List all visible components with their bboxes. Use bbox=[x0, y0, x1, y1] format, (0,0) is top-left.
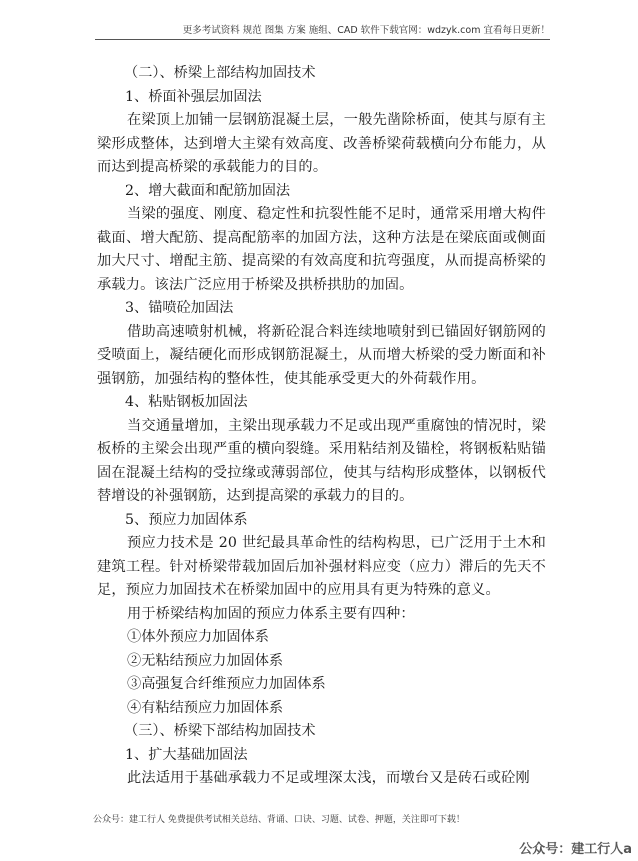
subsection-2-1-body: 在梁顶上加铺一层钢筋混凝土层，一般先凿除桥面，使其与原有主梁形成整体，达到增大主梁有效高度、改善桥梁荷载横向分布能力，从而达到提高桥梁的承载能力的目的。 bbox=[97, 112, 546, 175]
header-rule bbox=[95, 39, 550, 40]
subsection-2-3-body: 借助高速喷射机械，将新砼混合料连续地喷射到已锚固好钢筋网的受喷面上，凝结硬化而形成钢筋混凝土，从而增大桥梁的受力断面和补强钢筋，加强结构的整体性，使其能承受更大的外荷载作用。 bbox=[97, 323, 546, 387]
document-body bbox=[97, 62, 546, 791]
subsection-2-1-title: 1、桥面补强层加固法 bbox=[125, 88, 262, 105]
subsection-3-1-title: 1、扩大基础加固法 bbox=[125, 746, 248, 763]
subsection-2-3-title: 3、锚喷砼加固法 bbox=[125, 300, 234, 316]
subsection-3-1-body: 此法适用于基础承载力不足或埋深太浅，而墩台又是砖石或砼刚 bbox=[127, 770, 530, 786]
section-3-title: （三）、桥梁下部结构加固技术 bbox=[124, 723, 316, 739]
watermark-text: 公众号：建工行人a bbox=[519, 842, 632, 857]
page-header-note: 更多考试资料 规范 图集 方案 施组、CAD 软件下载官网：wdzyk.com 宜看每日更新！ bbox=[182, 25, 550, 36]
subsection-2-2-body: 当梁的强度、刚度、稳定性和抗裂性能不足时，通常采用增大构件截面、增大配筋、提高配筋率的加固方法，这种方法是在梁底面或侧面加大尺寸、增配主筋、提高梁的有效高度和抗弯强度，从而提高桥梁的承载力。该法广泛应用于桥梁及拱桥拱肋的加固。 bbox=[97, 206, 546, 293]
subsection-2-5-intro: 用于桥梁结构加固的预应力体系主要有四种： bbox=[127, 605, 415, 622]
subsection-2-5-title: 5、预应力加固体系 bbox=[125, 511, 248, 528]
subsection-2-4-title: 4、粘贴钢板加固法 bbox=[125, 394, 248, 410]
list-item: ①体外预应力加固体系 bbox=[127, 629, 269, 645]
subsection-2-2-title: 2、增大截面和配筋加固法 bbox=[125, 182, 291, 199]
list-item: ④有粘结预应力加固体系 bbox=[127, 699, 284, 716]
list-item: ②无粘结预应力加固体系 bbox=[127, 652, 284, 669]
subsection-2-4-body: 当交通量增加，主梁出现承载力不足或出现严重腐蚀的情况时，梁板桥的主梁会出现严重的横向裂缝。采用粘结剂及锚栓，将钢板粘贴锚固在混凝土结构的受拉缘或薄弱部位，使其与结构形成整体，以钢板代替增设的补强钢筋，达到提高梁的承载力的目的。 bbox=[97, 417, 546, 504]
page-footer-note: 公众号：建工行人 免费提供考试相关总结、背诵、口诀、习题、试卷、押题，关注即可下载！ bbox=[93, 815, 465, 825]
subsection-2-5-body: 预应力技术是 20 世纪最具革命性的结构构思，已广泛用于土木和建筑工程。针对桥梁带载加固后加补强材料应变（应力）滞后的先天不足，预应力加固技术在桥梁加固中的应用具有更为特殊的意义。 bbox=[97, 535, 546, 598]
list-item: ③高强复合纤维预应力加固体系 bbox=[127, 676, 326, 692]
section-2-title: （二）、桥梁上部结构加固技术 bbox=[124, 65, 316, 81]
